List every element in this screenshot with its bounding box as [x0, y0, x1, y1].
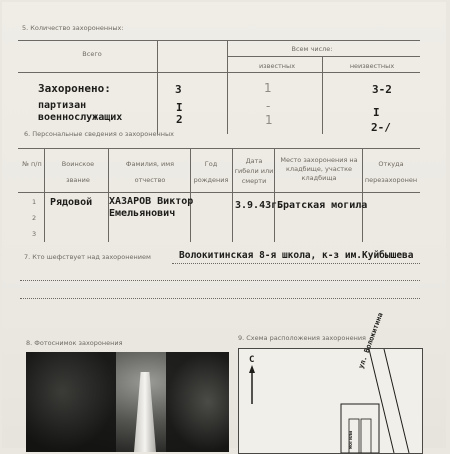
col-known-header: известных: [258, 62, 296, 70]
document-sheet: [2, 2, 446, 448]
divider: [18, 72, 420, 73]
entry-name-line1: ХАЗАРОВ Виктор: [109, 196, 194, 207]
entry-name-line2: Емельянович: [109, 208, 176, 219]
header-birth: Год рождения: [193, 160, 229, 184]
street-label: ул. Волокитина: [357, 311, 385, 370]
north-label: С: [249, 355, 255, 365]
street-line: [369, 349, 394, 453]
header-whence: Откуда перезахоронен: [364, 160, 418, 184]
north-arrow-head: [249, 365, 255, 373]
divider: [44, 148, 45, 242]
grave-outline: [341, 404, 379, 453]
divider: [18, 40, 420, 41]
divider: [190, 148, 191, 242]
row-partisans-unknown: I: [373, 106, 380, 119]
row-buried-total: 3: [175, 83, 182, 96]
monument-shape: [134, 372, 156, 452]
divider: [20, 280, 420, 281]
row-partisans-total: I: [176, 101, 183, 114]
row-buried-unknown: 3-2: [372, 83, 392, 96]
divider: [362, 148, 363, 242]
divider: [18, 192, 420, 193]
grave-box: [361, 419, 371, 453]
section9-label: 9. Схема расположения захоронения: [238, 334, 366, 342]
header-death: Дата гибели или смерти: [234, 157, 274, 185]
row-partisans-known: -: [266, 99, 271, 113]
street-line: [384, 349, 409, 453]
divider: [172, 263, 420, 264]
row-soldiers-total: 2: [176, 113, 183, 126]
row-soldiers-known: 1: [265, 113, 273, 127]
section5-title: 5. Количество захороненных:: [22, 24, 124, 32]
grave-label: могила: [348, 430, 354, 449]
section8-label: 8. Фотоснимок захоронения: [26, 339, 123, 347]
col-including-header: Всем числе:: [291, 45, 333, 53]
section6-title: 6. Персональные сведения о захороненных: [24, 130, 174, 138]
row-soldiers-unknown: 2-/: [371, 121, 391, 134]
divider: [157, 40, 158, 134]
row-number: 3: [32, 230, 37, 238]
header-name: Фамилия, имя отчество: [125, 160, 175, 184]
col-unknown-header: неизвестных: [349, 62, 395, 70]
divider: [232, 148, 233, 242]
entry-rank: Рядовой: [50, 197, 93, 208]
tree-shape: [166, 352, 229, 452]
tree-shape: [26, 352, 116, 452]
row-buried-label: Захоронено:: [38, 82, 111, 95]
row-buried-known: 1: [264, 81, 272, 95]
row-partisans-label: партизан: [38, 100, 87, 111]
grave-photo: [26, 352, 229, 452]
entry-death-date: 3.9.43г.: [235, 200, 284, 211]
col-total-header: Всего: [82, 50, 102, 58]
divider: [227, 56, 420, 57]
header-num: № п/п: [22, 160, 42, 168]
entry-burial-place: Братская могила: [277, 200, 368, 211]
divider: [18, 148, 420, 149]
section7-label: 7. Кто шефствует над захоронением: [24, 253, 151, 261]
section7-value: Волокитинская 8-я школа, к-з им.Куйбышева: [179, 250, 414, 261]
scheme-drawing: [239, 349, 422, 453]
divider: [20, 298, 420, 299]
header-rank: Воинское звание: [61, 160, 95, 184]
row-soldiers-label: военнослужащих: [38, 112, 123, 123]
row-number: 1: [32, 198, 37, 206]
divider: [227, 40, 228, 134]
row-number: 2: [32, 214, 37, 222]
header-place: Место захоронения на кладбище, участке кладбища: [280, 156, 358, 182]
divider: [108, 148, 109, 242]
divider: [322, 56, 323, 134]
divider: [274, 148, 275, 242]
